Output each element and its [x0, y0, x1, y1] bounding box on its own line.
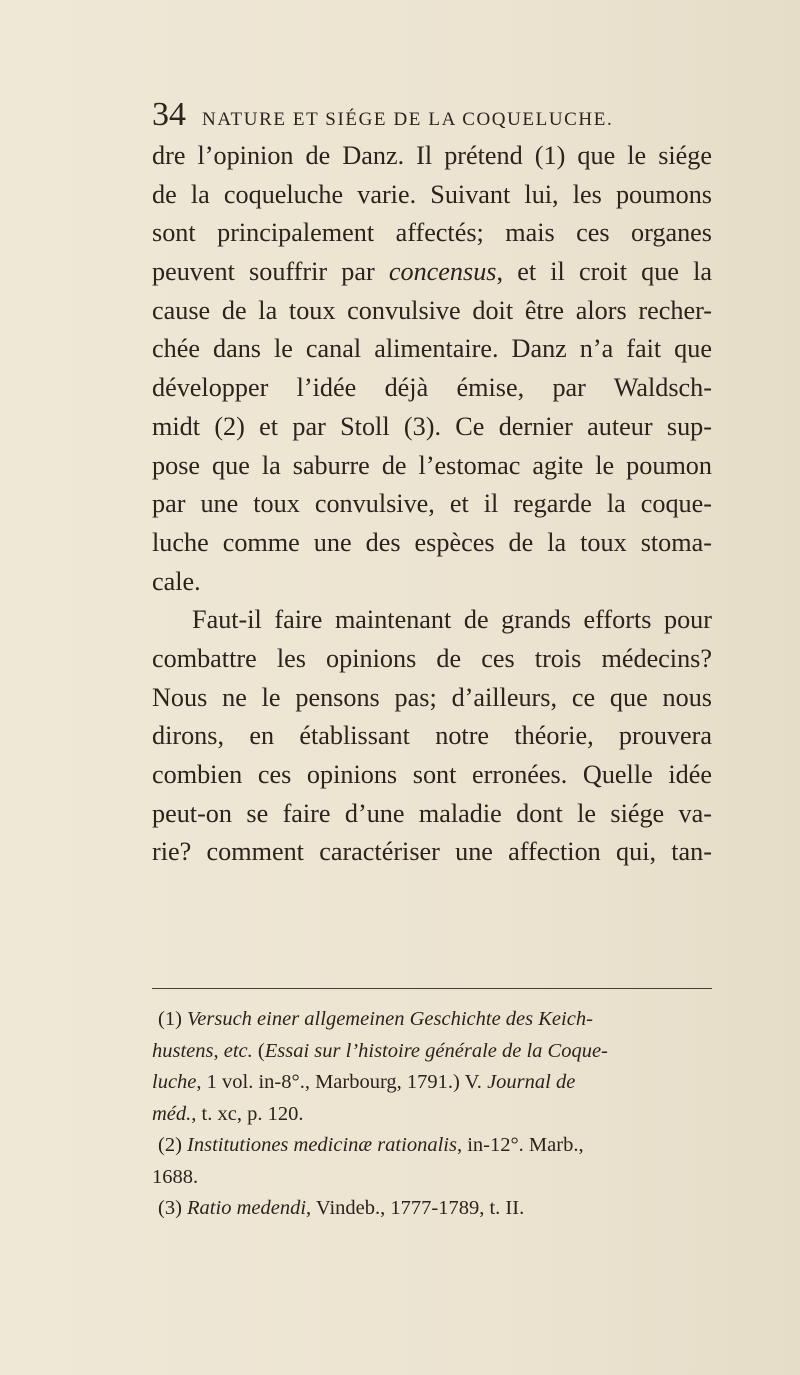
- footnote-marker: (3): [158, 1197, 188, 1219]
- footnote-3: [152, 1193, 712, 1225]
- text-line: pose que la saburre de l’estomac agite le poumon: [152, 450, 712, 480]
- text-line: par une toux convulsive, et il regarde la coque-: [152, 489, 712, 519]
- text-line: combien ces opinions sont erronées. Quelle idée: [152, 760, 712, 789]
- running-title: NATURE ET SIÉGE DE LA COQUELUCHE.: [202, 109, 614, 130]
- text-segment: , Vindeb., 1777-1789, t. II.: [306, 1197, 525, 1219]
- text-segment: ,: [213, 1039, 224, 1062]
- footnote-1-cont: [152, 1067, 712, 1099]
- text-line: sont principalement affectés; mais ces organes: [152, 218, 712, 248]
- footnote-1-cont: [152, 1099, 712, 1131]
- footnote-1-cont: [152, 1036, 712, 1068]
- text-line: cause de la toux convulsive doit être alors recher-: [152, 295, 712, 325]
- footnotes: [152, 1004, 712, 1225]
- text-segment: , t. xc, p. 120.: [191, 1102, 304, 1125]
- text-line: combattre les opinions de ces trois médecins?: [152, 643, 712, 673]
- footnote-title: hustens: [152, 1039, 214, 1062]
- text-line: Faut-il faire maintenant de grands efforts pour: [192, 605, 712, 635]
- text-line: peut-on se faire d’une maladie dont le siége va-: [152, 798, 712, 828]
- footnote-title: Ratio medendi: [187, 1197, 307, 1219]
- text-segment: , 1 vol. in-8°., Marbourg, 1791.) V.: [196, 1071, 488, 1093]
- text-line: cale.: [152, 566, 201, 596]
- italic-term: concensus: [388, 257, 497, 287]
- journal-title: Journal de: [487, 1071, 576, 1093]
- text-line: rie? comment caractériser une affection qui, tan-: [152, 837, 712, 867]
- footnote-title: luche: [152, 1071, 197, 1093]
- body-text: [152, 137, 712, 872]
- footnote-marker: (2): [158, 1134, 188, 1156]
- footnote-2: [152, 1130, 712, 1162]
- page-number: 34: [152, 96, 186, 133]
- text-line: Nous ne le pensons pas; d’ailleurs, ce que nous: [152, 682, 712, 712]
- page-header: [152, 96, 712, 134]
- text-segment: , in-12°. Marb.,: [456, 1134, 584, 1156]
- text-segment: , et il croit que la: [496, 257, 712, 287]
- footnote-marker: (1): [158, 1008, 188, 1030]
- text-line: développer l’idée déjà émise, par Waldsch-: [152, 373, 712, 403]
- footnote-1: [152, 1004, 712, 1036]
- text-segment: peuvent souffrir par: [152, 257, 389, 287]
- text-line: luche comme une des espèces de la toux stoma-: [152, 527, 712, 557]
- text-segment: (: [252, 1039, 265, 1062]
- text-line: de la coqueluche varie. Suivant lui, les poumons: [152, 179, 712, 209]
- text-line: midt (2) et par Stoll (3). Ce dernier auteur sup-: [152, 411, 712, 441]
- text-line: dirons, en établissant notre théorie, prouvera: [152, 721, 712, 751]
- journal-title: méd.: [152, 1102, 192, 1125]
- text-line: dre l’opinion de Danz. Il prétend (1) que le siége: [152, 141, 712, 170]
- text-segment: etc.: [223, 1039, 253, 1062]
- footnote-title: Essai sur l’histoire générale de la Coque-: [264, 1039, 608, 1062]
- text-line: [152, 253, 712, 292]
- footnote-title: Versuch einer allgemeinen Geschichte des Keich-: [187, 1008, 593, 1030]
- footnote-title: Institutiones medicinæ rationalis: [187, 1134, 457, 1156]
- footnote-2-cont: 1688.: [152, 1165, 199, 1188]
- text-line: chée dans le canal alimentaire. Danz n’a fait que: [152, 334, 712, 364]
- footnote-divider: [152, 988, 712, 989]
